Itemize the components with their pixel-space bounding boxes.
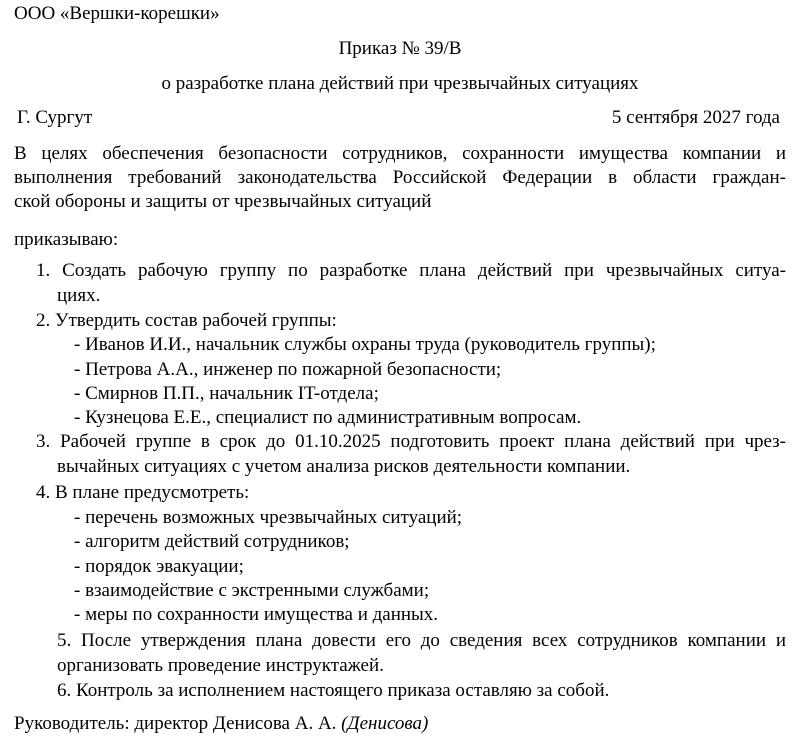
order-word: приказываю: (14, 229, 119, 250)
order-item-5-cont: организовать проведение инструктажей. (57, 655, 384, 676)
preamble-line: В целях обеспечения безопасности сотрудников, сохранности имущества компании и (14, 143, 786, 164)
order-item-2: 2. Утвердить состав рабочей группы: (36, 310, 337, 331)
handwritten-signature: (Денисова) (341, 713, 429, 734)
preamble-line: выполнения требований законодательства Российской Федерации в области граждан- (14, 167, 786, 188)
plan-element: - перечень возможных чрезвычайных ситуаций; (74, 507, 463, 528)
signature-label: Руководитель: директор Денисова А. А. (14, 713, 337, 734)
order-item-1-cont: циях. (57, 285, 101, 306)
order-date: 5 сентября 2027 года (611, 107, 780, 128)
order-item-6: 6. Контроль за исполнением настоящего приказа оставляю за собой. (57, 680, 610, 701)
plan-element: - взаимодействие с экстренными службами; (74, 580, 430, 601)
order-title: Приказ № 39/В (338, 38, 462, 59)
group-member: - Кузнецова Е.Е., специалист по административным вопросам. (74, 407, 582, 428)
group-member: - Иванов И.И., начальник службы охраны труда (руководитель группы); (74, 334, 656, 355)
city: Г. Сургут (17, 107, 93, 128)
plan-element: - меры по сохранности имущества и данных. (74, 604, 439, 625)
group-member: - Смирнов П.П., начальник IT-отдела; (74, 383, 379, 404)
plan-element: - порядок эвакуации; (74, 556, 244, 577)
order-subtitle: о разработке плана действий при чрезвычайных ситуациях (161, 73, 639, 94)
preamble-line: ской обороны и защиты от чрезвычайных ситуаций (14, 191, 432, 212)
plan-element: - алгоритм действий сотрудников; (74, 531, 350, 552)
order-item-5: 5. После утверждения плана довести его до сведения всех сотрудников компании и (57, 630, 786, 651)
order-item-4: 4. В плане предусмотреть: (36, 482, 250, 503)
order-item-3: 3. Рабочей группе в срок до 01.10.2025 подготовить проект плана действий при чрез- (36, 431, 786, 452)
order-item-1: 1. Создать рабочую группу по разработке плана действий при чрезвычайных ситуа- (36, 260, 786, 281)
group-member: - Петрова А.А., инженер по пожарной безопасности; (74, 359, 502, 380)
order-item-3-cont: вычайных ситуациях с учетом анализа рисков деятельности компании. (57, 456, 631, 477)
signature-block (14, 712, 428, 736)
organization-name: ООО «Вершки-корешки» (14, 3, 220, 24)
